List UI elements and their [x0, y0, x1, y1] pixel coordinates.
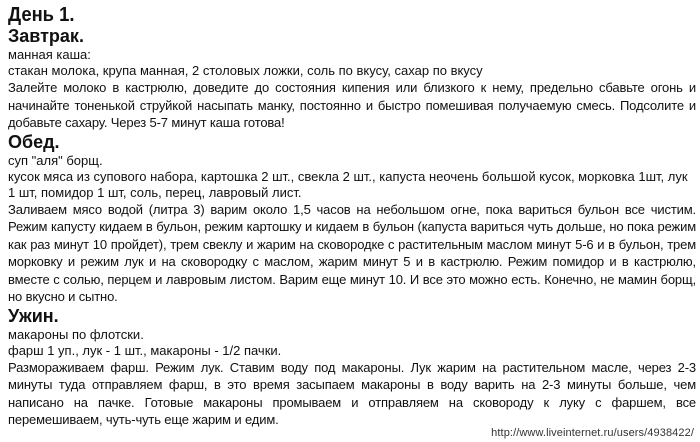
lunch-method: Заливаем мясо водой (литра 3) варим около 1,5 часов на небольшом огне, пока вариться бульон все чистим. Режим капусту кидаем в бульон, режим картошку и кидаем в бульон (капуста вариться чуть дольше, но пока режим как раз минут 10 пройдет), трем свеклу и жарим на сковородке с растительным маслом минут 5-6 и в бульон, трем морковку и режим лук и на сковородку с маслом, жарим минут 5 и в кастрюлю. Режим помидор и в кастрюлю, вместе с солью, перцем и лавровым листом. Варим еще минут 10. И все это можно есть. Конечно, не мамин борщ, но вкусно и сытно. — [8, 201, 696, 304]
source-watermark: http://www.liveinternet.ru/users/4938422/ — [491, 427, 694, 439]
lunch-section — [8, 132, 696, 306]
breakfast-method: Залейте молоко в кастрюлю, доведите до состояния кипения или близкого к нему, предельно сбавьте огонь и начинайте тоненькой струйкой насыпать манку, постоянно и быстро помешивая получаемую смесь. Подсолите и добавьте сахару. Через 5-7 минут каша готова! — [8, 80, 696, 130]
breakfast-heading: Завтрак. — [8, 26, 84, 46]
day-title: День 1. — [8, 4, 75, 26]
lunch-heading: Обед. — [8, 131, 60, 152]
dinner-method: Размораживаем фарш. Режим лук. Ставим воду под макароны. Лук жарим на растительном масле, через 2-3 минуты туда отправляем фарш, в это время засыпаем макароны в воду варить на 2-3 минуты больше, чем написано на пачке. Готовые макароны промываем и отправляем на сковороду к луку с фаршем, все перемешиваем, чуть-чуть еще жарим и едим. — [8, 359, 696, 427]
dinner-dish-name: макароны по флотски. — [8, 326, 144, 342]
lunch-dish-name: суп "аля" борщ. — [8, 152, 103, 168]
lunch-ingredients: кусок мяса из супового набора, картошка 2 шт., свекла 2 шт., капуста неочень большой кусок, морковка 1шт, лук 1 шт, помидор 1 шт, соль, перец, лавровый лист. — [8, 168, 688, 200]
recipe-page — [8, 4, 696, 429]
dinner-heading: Ужин. — [8, 305, 59, 326]
breakfast-ingredients: стакан молока, крупа манная, 2 столовых ложки, соль по вкусу, сахар по вкусу — [8, 63, 483, 78]
dinner-section — [8, 306, 696, 429]
breakfast-dish-name: манная каша: — [8, 47, 91, 62]
breakfast-section — [8, 26, 696, 132]
dinner-ingredients: фарш 1 уп., лук - 1 шт., макароны - 1/2 пачки. — [8, 342, 282, 358]
